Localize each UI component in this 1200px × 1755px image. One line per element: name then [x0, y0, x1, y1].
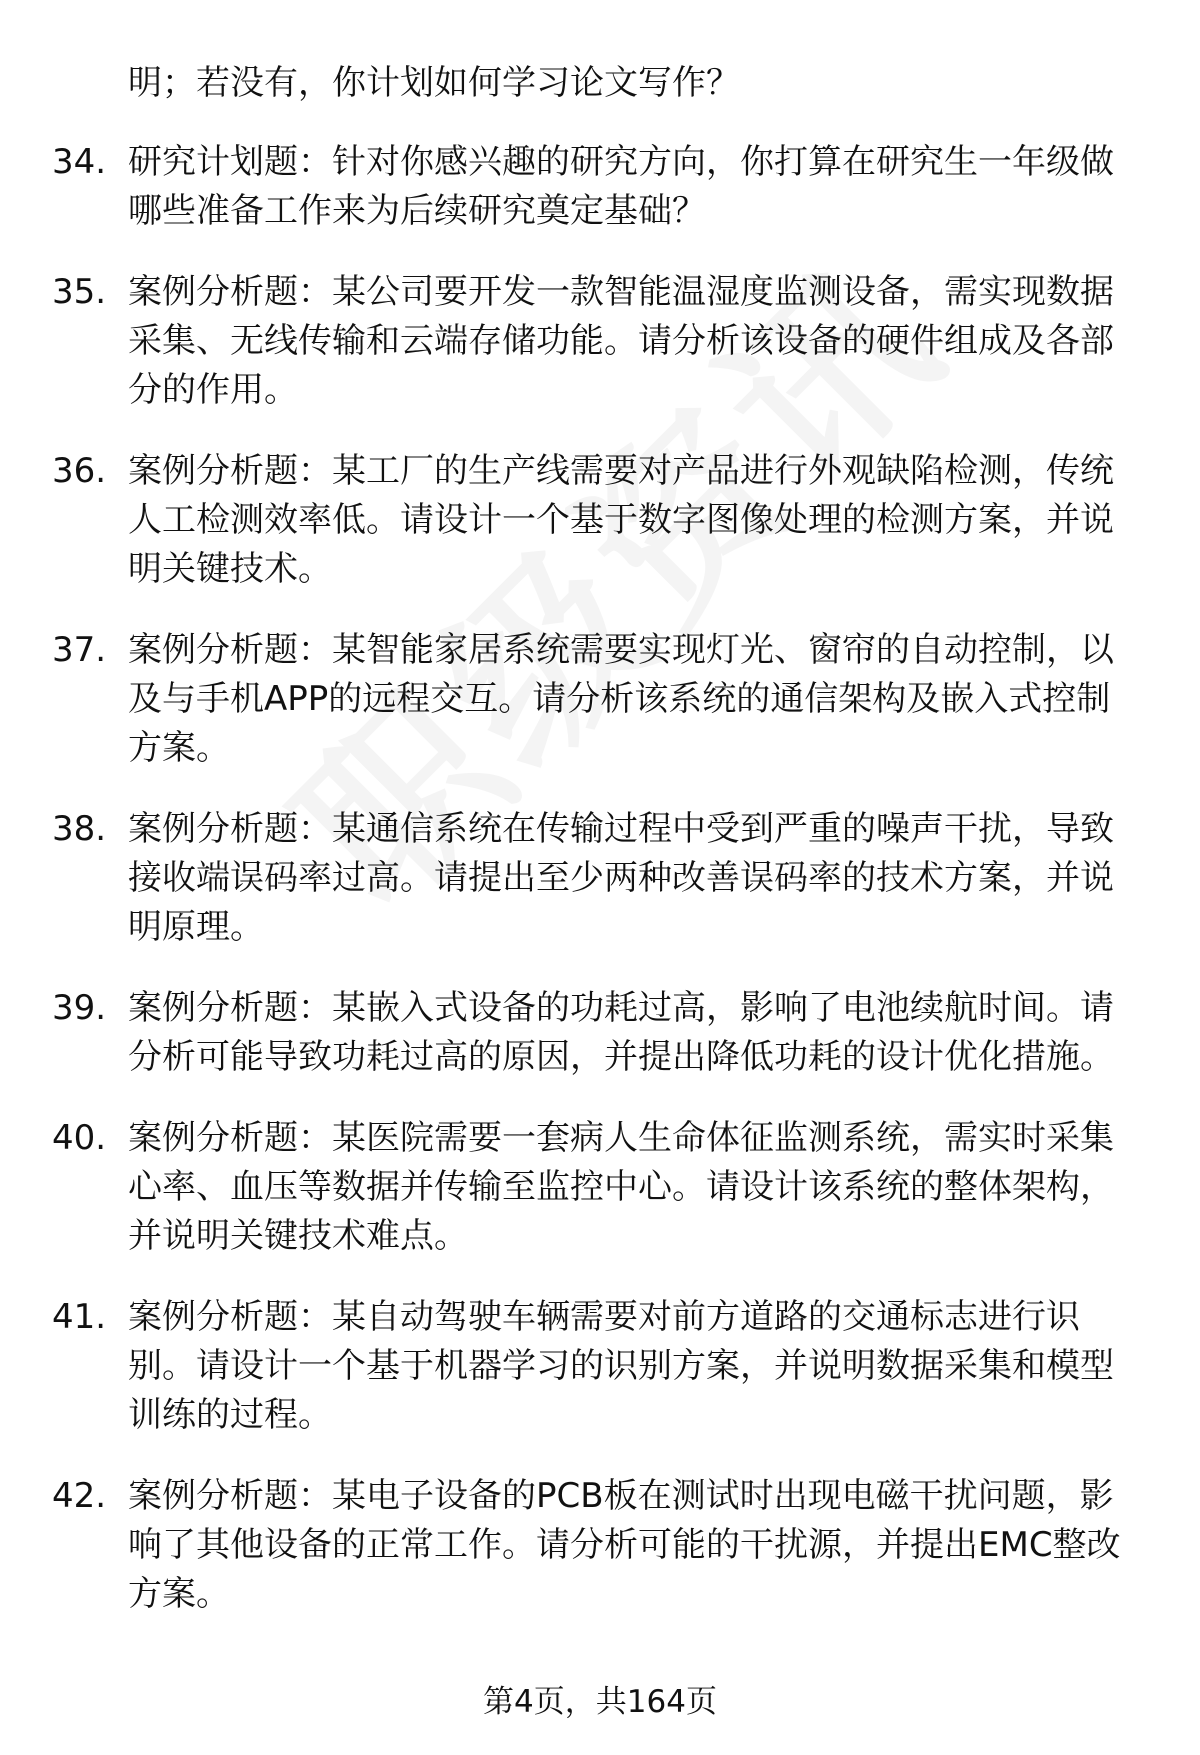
question-text: 案例分析题：某电子设备的PCB板在测试时出现电磁干扰问题，影响了其他设备的正常工作。请分析可能的干扰源，并提出EMC整改方案。	[128, 1476, 1121, 1614]
question-number: 35.	[52, 272, 107, 312]
question-number: 37.	[52, 630, 107, 670]
question-text: 案例分析题：某通信系统在传输过程中受到严重的噪声干扰，导致接收端误码率过高。请提出至少两种改善误码率的技术方案，并说明原理。	[128, 809, 1114, 947]
question-item	[0, 1114, 1200, 1261]
question-text: 案例分析题：某自动驾驶车辆需要对前方道路的交通标志进行识别。请设计一个基于机器学习的识别方案，并说明数据采集和模型训练的过程。	[128, 1297, 1114, 1435]
question-item	[0, 805, 1200, 952]
question-item	[0, 1293, 1200, 1440]
question-number: 39.	[52, 988, 107, 1028]
question-number: 36.	[52, 451, 107, 491]
question-item	[0, 984, 1200, 1082]
question-text: 案例分析题：某公司要开发一款智能温湿度监测设备，需实现数据采集、无线传输和云端存储功能。请分析该设备的硬件组成及各部分的作用。	[128, 272, 1114, 410]
question-text: 研究计划题：针对你感兴趣的研究方向，你打算在研究生一年级做哪些准备工作来为后续研究奠定基础？	[128, 142, 1114, 231]
question-text: 案例分析题：某嵌入式设备的功耗过高，影响了电池续航时间。请分析可能导致功耗过高的原因，并提出降低功耗的设计优化措施。	[128, 988, 1114, 1077]
question-item	[0, 1472, 1200, 1619]
question-list	[0, 138, 1200, 1651]
page-footer: 第4页，共164页	[483, 1684, 717, 1720]
question-number: 40.	[52, 1118, 107, 1158]
continuation-text: 明；若没有，你计划如何学习论文写作？	[128, 63, 740, 103]
question-item	[0, 447, 1200, 594]
question-number: 38.	[52, 809, 107, 849]
question-text: 案例分析题：某智能家居系统需要实现灯光、窗帘的自动控制，以及与手机APP的远程交互。请分析该系统的通信架构及嵌入式控制方案。	[128, 630, 1114, 768]
question-text: 案例分析题：某工厂的生产线需要对产品进行外观缺陷检测，传统人工检测效率低。请设计一个基于数字图像处理的检测方案，并说明关键技术。	[128, 451, 1114, 589]
question-item	[0, 138, 1200, 236]
question-item	[0, 626, 1200, 773]
question-item	[0, 268, 1200, 415]
question-text: 案例分析题：某医院需要一套病人生命体征监测系统，需实时采集心率、血压等数据并传输至监控中心。请设计该系统的整体架构，并说明关键技术难点。	[128, 1118, 1114, 1256]
question-number: 41.	[52, 1297, 107, 1337]
question-number: 42.	[52, 1476, 107, 1516]
question-number: 34.	[52, 142, 107, 182]
